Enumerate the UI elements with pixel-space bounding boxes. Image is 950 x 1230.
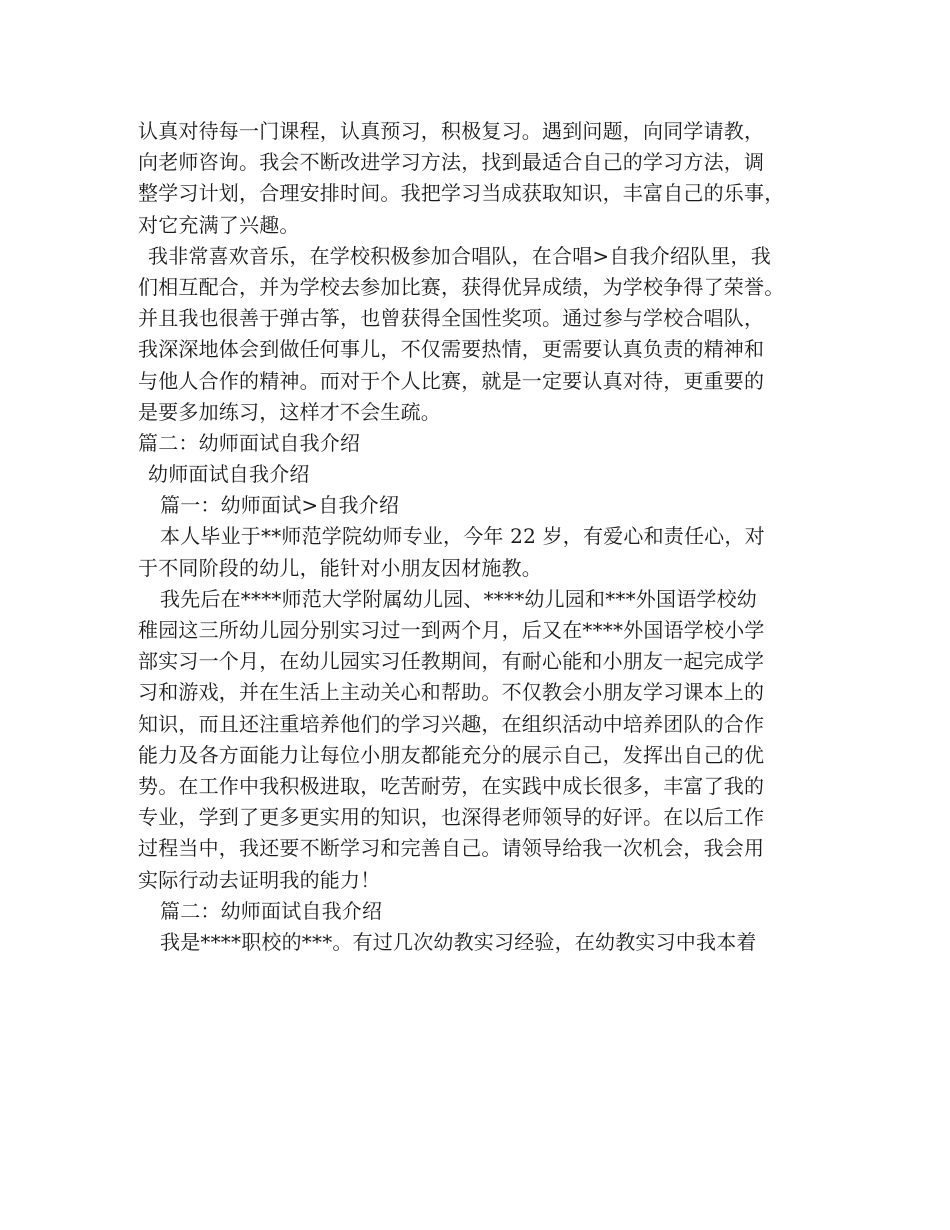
document-body <box>138 116 838 958</box>
text-line: 幼师面试自我介绍 <box>148 462 310 487</box>
text-line: 整学习计划，合理安排时间。我把学习当成获取知识，丰富自己的乐事， <box>138 181 785 206</box>
text-line: 能力及各方面能力让每位小朋友都能充分的展示自己，发挥出自己的优 <box>138 742 765 767</box>
text-line: 篇二：幼师面试自我介绍 <box>160 898 383 923</box>
text-line: 于不同阶段的幼儿，能针对小朋友因材施教。 <box>138 555 542 580</box>
text-line: 是要多加练习，这样才不会生疏。 <box>138 399 441 424</box>
text-line: 我是****职校的***。有过几次幼教实习经验，在幼教实习中我本着 <box>160 929 757 954</box>
text-line: 我非常喜欢音乐，在学校积极参加合唱队，在合唱>自我介绍队里，我 <box>148 243 771 268</box>
text-line: 我深深地体会到做任何事儿，不仅需要热情，更需要认真负责的精神和 <box>138 337 765 362</box>
text-line: 们相互配合，并为学校去参加比赛，获得优异成绩，为学校争得了荣誉。 <box>138 274 785 299</box>
text-line: 认真对待每一门课程，认真预习，积极复习。遇到问题，向同学请教， <box>138 119 765 143</box>
text-line: 向老师咨询。我会不断改进学习方法，找到最适合自己的学习方法，调 <box>138 150 765 175</box>
text-line: 专业，学到了更多更实用的知识，也深得老师领导的好评。在以后工作 <box>138 805 765 830</box>
text-line: 势。在工作中我积极进取，吃苦耐劳，在实践中成长很多，丰富了我的 <box>138 773 765 798</box>
text-line: 对它充满了兴趣。 <box>138 212 300 237</box>
text-line: 本人毕业于**师范学院幼师专业，今年 22 岁，有爱心和责任心，对 <box>160 524 765 549</box>
text-line: 我先后在****师范大学附属幼儿园、****幼儿园和***外国语学校幼 <box>160 586 757 611</box>
text-line: 知识，而且还注重培养他们的学习兴趣，在组织活动中培养团队的合作 <box>138 711 765 736</box>
text-line: 习和游戏，并在生活上主动关心和帮助。不仅教会小朋友学习课本上的 <box>138 680 765 705</box>
text-line: 实际行动去证明我的能力！ <box>138 867 381 892</box>
text-line: 稚园这三所幼儿园分别实习过一到两个月，后又在****外国语学校小学 <box>138 618 765 642</box>
text-line: 部实习一个月，在幼儿园实习任教期间，有耐心能和小朋友一起完成学 <box>138 649 765 674</box>
text-line: 篇一：幼师面试>自我介绍 <box>160 493 400 518</box>
text-line: 并且我也很善于弹古筝，也曾获得全国性奖项。通过参与学校合唱队， <box>138 306 765 331</box>
text-line: 过程当中，我还要不断学习和完善自己。请领导给我一次机会，我会用 <box>138 836 765 861</box>
text-line: 与他人合作的精神。而对于个人比赛，就是一定要认真对待，更重要的 <box>138 368 765 393</box>
text-line: 篇二：幼师面试自我介绍 <box>138 430 361 455</box>
